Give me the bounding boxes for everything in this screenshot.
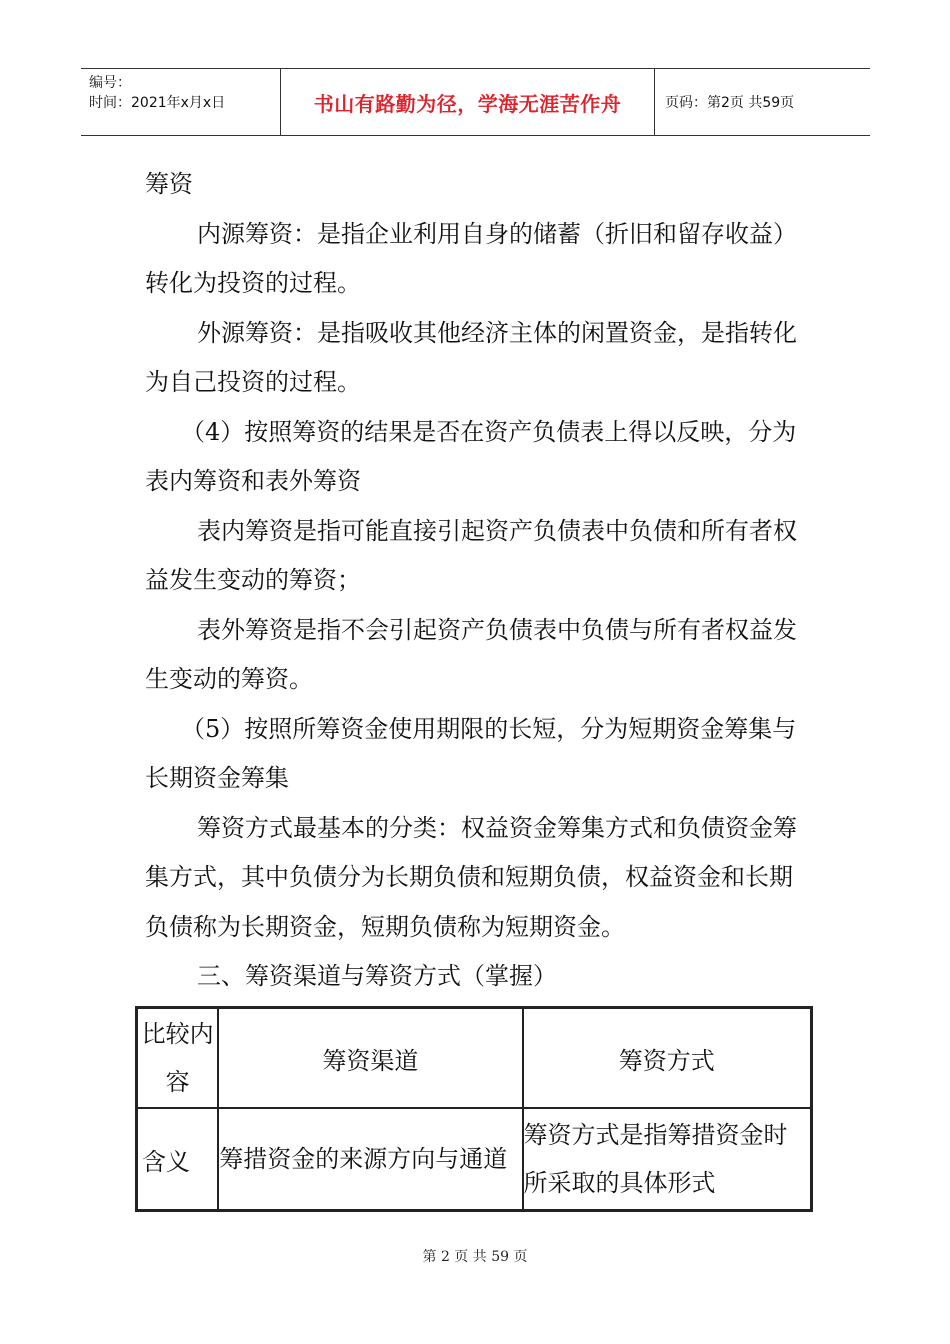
paragraph: 外源筹资：是指吸收其他经济主体的闲置资金，是指转化为自己投资的过程。 bbox=[145, 318, 797, 396]
paragraph: （5）按照所筹资金使用期限的长短，分为短期资金筹集与长期资金筹集 bbox=[145, 714, 797, 792]
table-cell: 筹措资金的来源方向与通道 bbox=[218, 1108, 522, 1210]
table-cell: 含义 bbox=[137, 1108, 218, 1210]
paragraph: （4）按照筹资的结果是否在资产负债表上得以反映，分为表内筹资和表外筹资 bbox=[145, 417, 797, 495]
paragraph: 筹资 bbox=[145, 170, 193, 198]
comparison-table bbox=[135, 1006, 813, 1212]
document-body bbox=[145, 160, 810, 1002]
table-cell: 筹资方式是指筹措资金时所采取的具体形式 bbox=[523, 1108, 811, 1210]
header-page-info: 页码：第2页 共59页 bbox=[665, 95, 795, 111]
table-header-cell: 筹资渠道 bbox=[218, 1008, 522, 1108]
table-header-row bbox=[137, 1008, 811, 1108]
doc-number-label: 编号： bbox=[89, 75, 131, 91]
page-footer: 第 2 页 共 59 页 bbox=[422, 1249, 528, 1265]
paragraph: 表内筹资是指可能直接引起资产负债表中负债和所有者权益发生变动的筹资； bbox=[145, 516, 797, 594]
page-header bbox=[81, 68, 870, 136]
header-motto: 书山有路勤为径，学海无涯苦作舟 bbox=[281, 69, 655, 135]
table-header-cell: 比较内容 bbox=[137, 1008, 218, 1108]
paragraph: 筹资方式最基本的分类：权益资金筹集方式和负债资金筹集方式，其中负债分为长期负债和短期负债，权益资金和长期负债称为长期资金，短期负债称为短期资金。 bbox=[145, 813, 797, 941]
doc-time-label: 时间：2021年x月x日 bbox=[89, 95, 226, 111]
paragraph: 表外筹资是指不会引起资产负债表中负债与所有者权益发生变动的筹资。 bbox=[145, 615, 797, 693]
table-row bbox=[137, 1108, 811, 1210]
section-heading: 三、筹资渠道与筹资方式（掌握） bbox=[197, 962, 557, 990]
table-header-cell: 筹资方式 bbox=[523, 1008, 811, 1108]
paragraph: 内源筹资：是指企业利用自身的储蓄（折旧和留存收益）转化为投资的过程。 bbox=[145, 219, 797, 297]
header-meta bbox=[81, 69, 281, 135]
